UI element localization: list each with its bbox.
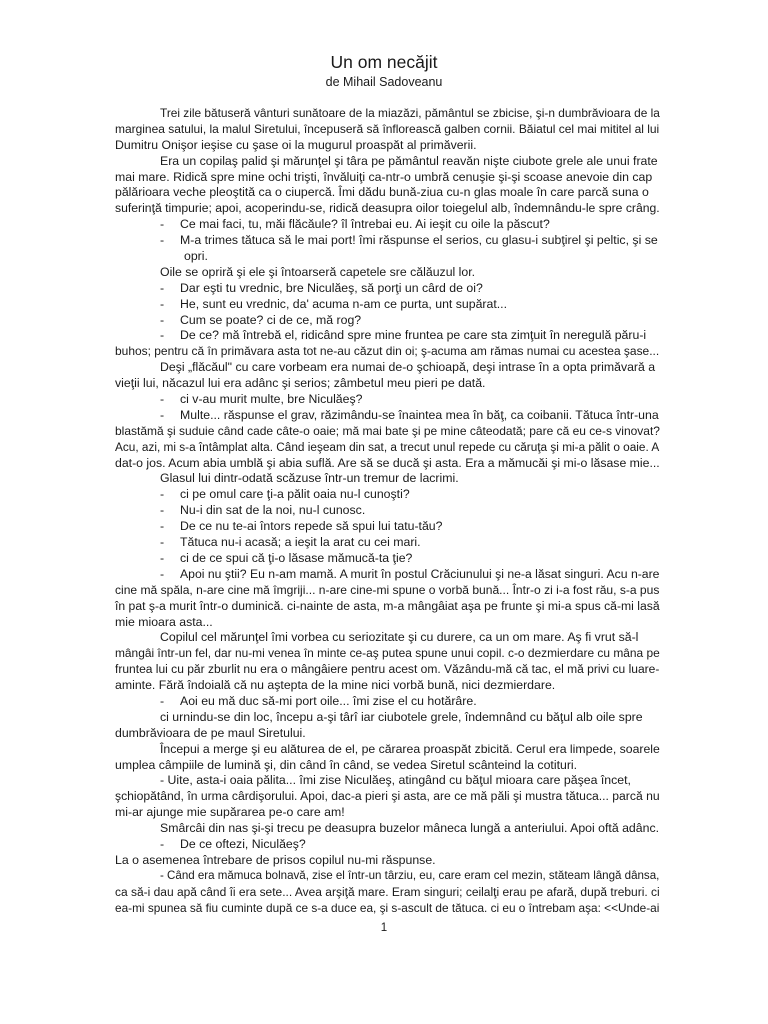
text-line [115,170,660,186]
text-line [115,328,660,344]
text-line [115,138,660,154]
text-line [115,122,660,138]
text-line [115,440,660,456]
text-line [115,185,660,201]
text-line [115,742,660,758]
text-line [115,424,660,440]
text-line [115,456,660,472]
text-line [115,408,660,424]
dialogue-dash: - [160,217,165,232]
line-text: He, sunt eu vrednic, da' acuma n-am ce purta, unt supărat... [180,296,508,311]
line-text: Oile se opriră şi ele şi întoarseră capetele sre călăuzul lor. [160,264,476,279]
text-line [115,758,660,774]
text-line [115,773,660,789]
dialogue-dash: - [160,693,165,708]
dialogue-dash: - [160,296,165,311]
text-line [115,630,660,646]
line-text: mie mioara asta... [115,614,213,629]
line-text: buhos; pentru că în primăvara asta tot ne-au căzut din oi; ş-acuma am rămas numai cu acestea şase... [115,344,660,359]
line-text: Acu, azi, mi s-a întâmplat alta. Când ieşeam din sat, a trecut unul repede cu căruţa şi mi-a pălit o oaie. A [115,439,660,454]
line-text: ci de ce spui că ţi-o lăsase mămucă-ta ţie? [180,550,413,565]
text-line [115,376,660,392]
line-text: Glasul lui dintr-odată scăzuse într-un tremur de lacrimi. [160,471,459,486]
dialogue-dash: - [160,566,165,581]
text-line [115,344,660,360]
line-text: vieţii lui, năcazul lui era adânc şi serios; zâmbetul meu pieri pe dată. [115,376,486,391]
text-line [115,853,660,869]
text-line [115,662,660,678]
line-text: şchiopătând, în urma cârdişorului. Apoi, dac-a pieri şi asta, are ce mă păli şi mustra tătuca... parcă nu [115,789,660,804]
text-line [115,392,660,408]
line-text: blastămă şi suduie când cade câte-o oaie; mă mai bate şi pe mine câteodată; pare că eu ce-s vinovat? [115,423,660,438]
dialogue-dash: - [160,392,165,407]
dialogue-dash: - [160,836,165,851]
document-body [115,106,660,916]
dialogue-dash: - [160,519,165,534]
text-line [115,313,660,329]
dialogue-dash: - [160,328,165,343]
text-line [115,106,660,122]
text-line [115,821,660,837]
text-line [115,297,660,313]
line-text: Apoi nu ştii? Eu n-am mamă. A murit în postul Crăciunului şi ne-a lăsat singuri. Acu n-are [180,566,660,581]
line-text: ci pe omul care ţi-a pălit oaia nu-l cunoşti? [180,487,410,502]
text-line [115,551,660,567]
text-line [115,583,660,599]
text-line [115,678,660,694]
text-line [115,599,660,615]
text-line [115,535,660,551]
line-text: umplea câmpiile de lumină şi, din când în când, se vedea Siretul scânteind la cotituri. [115,757,578,772]
line-text: fruntea lui cu păr zburlit nu era o mângâiere pentru acest om. Văzându-mă că tac, el mă privi cu luare- [115,662,660,677]
dialogue-dash: - [160,535,165,550]
line-text: dat-o jos. Acum abia umblă şi abia suflă. Are să se ducă şi asta. Era a mămucăi şi mi-o lăsase mie... [115,455,660,470]
line-text: mângâi într-un fel, dar nu-mi venea în minte ce-aş putea spune unui copil. c-o dezmierdare cu mâna pe [115,646,660,661]
dialogue-dash: - [160,407,165,422]
document-title: Un om necăjit [330,52,438,72]
text-line [115,710,660,726]
text-line [115,265,660,281]
text-line [115,869,660,885]
text-line [115,487,660,503]
text-line [115,789,660,805]
line-text: Tătuca nu-i acasă; a ieşit la arat cu cei mari. [180,535,421,550]
line-text: Deşi „flăcăul" cu care vorbeam era numai de-o şchioapă, deşi intrase în a opta primăvară a [160,360,656,375]
line-text: Multe... răspunse el grav, răzimându-se înaintea mea în băţ, ca coibanii. Tătuca într-una [180,407,659,422]
line-text: La o asemenea întrebare de prisos copilul nu-mi răspunse. [115,852,436,867]
dialogue-dash: - [160,503,165,518]
text-line [115,281,660,297]
text-line [115,471,660,487]
text-line [115,249,660,265]
line-text: mi-ar ajunge mie supărarea pe-o care am! [115,805,345,820]
line-text: pălărioara veche pleoştită ca o ciupercă. Îmi dădu bună-ziua cu-n glas moale în care parcă suna o [115,185,649,200]
line-text: ci urnindu-se din loc, începu a-şi târî iar ciubotele grele, îndemnând cu băţul alb oile spre [160,709,643,724]
line-text: în pat ş-a murit într-o duminică. ci-nainte de asta, m-a mângâiat aşa pe frunte şi mi-a spus că-mi lasă [115,598,660,613]
line-text: aminte. Fără îndoială că nu aştepta de la mine nici vorbă bună, nici dezmierdare. [115,678,556,693]
line-text: dumbrăvioara de pe maul Siretului. [115,725,306,740]
dialogue-dash: - [160,550,165,565]
line-text: Începui a merge şi eu alăturea de el, pe cărarea proaspăt zbicită. Cerul era limpede, soarele [160,741,660,756]
line-text: suferinţă timpurie; apoi, acoperindu-se, ridică deasupra oilor toiegelul alb, îndemnându-le spre crâng. [115,201,660,216]
text-line [115,567,660,583]
text-line [115,694,660,710]
line-text: Trei zile bătuseră vânturi sunătoare de la miazăzi, pământul se zbicise, şi-n dumbrăvioara de la [160,106,660,120]
line-text: Aoi eu mă duc să-mi port oile... îmi zise el cu hotărâre. [180,693,477,708]
text-line [115,805,660,821]
text-line [115,233,660,249]
line-text: M-a trimes tătuca să le mai port! îmi răspunse el serios, cu glasu-i subţirel şi peltic, şi se [180,233,658,248]
line-text: Dar eşti tu vrednic, bre Niculăeş, să porţi un cârd de oi? [180,280,483,295]
line-text: Copilul cel mărunţel îmi vorbea cu seriozitate şi cu durere, ca un om mare. Aş fi vrut să-l [160,630,639,645]
text-line [115,201,660,217]
page-number: 1 [380,922,388,934]
text-line [115,885,660,901]
text-line [115,360,660,376]
line-text: Era un copilaş palid şi mărunţel şi târa pe pământul reavăn nişte ciubote grele ale unui frate [160,153,658,168]
text-line [115,519,660,535]
line-text: Dumitru Onişor ieşise cu şase oi la mugurul proaspăt al primăverii. [115,137,477,152]
line-text: Ce mai faci, tu, măi flăcăule? îl întrebai eu. Ai ieşit cu oile la păscut? [180,217,550,232]
line-text: - Când era mămuca bolnavă, zise el într-un târziu, eu, care eram cel mezin, stăteam lângă dânsa, [160,869,660,882]
line-text: De ce nu te-ai întors repede să spui lui tatu-tău? [180,519,443,534]
text-line [115,615,660,631]
line-text: Cum se poate? ci de ce, mă rog? [180,312,362,327]
line-text: marginea satului, la malul Siretului, începuseră să înflorească galben cornii. Băiatul cel mai mititel al lui [115,121,660,136]
text-line [115,503,660,519]
text-line [115,901,660,917]
line-text: Smârcâi din nas şi-şi trecu pe deasupra buzelor mâneca lungă a anteriului. Apoi oftă adânc. [160,821,660,836]
dialogue-dash: - [160,487,165,502]
line-text: - Uite, asta-i oaia pălita... îmi zise Niculăeş, atingând cu băţul mioara care păşea încet, [160,773,631,788]
text-line [115,726,660,742]
dialogue-dash: - [160,280,165,295]
line-text: opri. [184,249,208,264]
text-line [115,217,660,233]
line-text: De ce? mă întrebă el, ridicând spre mine fruntea pe care sta zimţuit în neregulă păru-i [180,328,647,343]
line-text: cine mă spăla, n-are cine mă îmgriji... n-are cine-mi spune o vorbă bună... Într-o zi i-a fost rău, s-a pus [115,582,660,597]
line-text: De ce oftezi, Niculăeş? [180,836,306,851]
text-line [115,646,660,662]
text-line [115,154,660,170]
line-text: ca să-i dau apă când îi era sete... Avea arşiţă mare. Eram singuri; ceilalţi erau pe afară, după treburi. ci [115,884,660,899]
line-text: mai mare. Ridică spre mine ochi trişti, învăluiţi ca-ntr-o umbră cenuşie şi-şi scoase anevoie din cap [115,169,653,184]
dialogue-dash: - [160,312,165,327]
line-text: ea-mi spunea să fiu cuminte după ce s-a duce ea, şi s-ascult de tătuca. ci eu o întrebam aşa: <<Unde-ai [115,900,660,915]
dialogue-dash: - [160,233,165,248]
line-text: Nu-i din sat de la noi, nu-l cunosc. [180,503,366,518]
document-author: de Mihail Sadoveanu [325,75,443,89]
line-text: ci v-au murit multe, bre Niculăeş? [180,392,363,407]
text-line [115,837,660,853]
